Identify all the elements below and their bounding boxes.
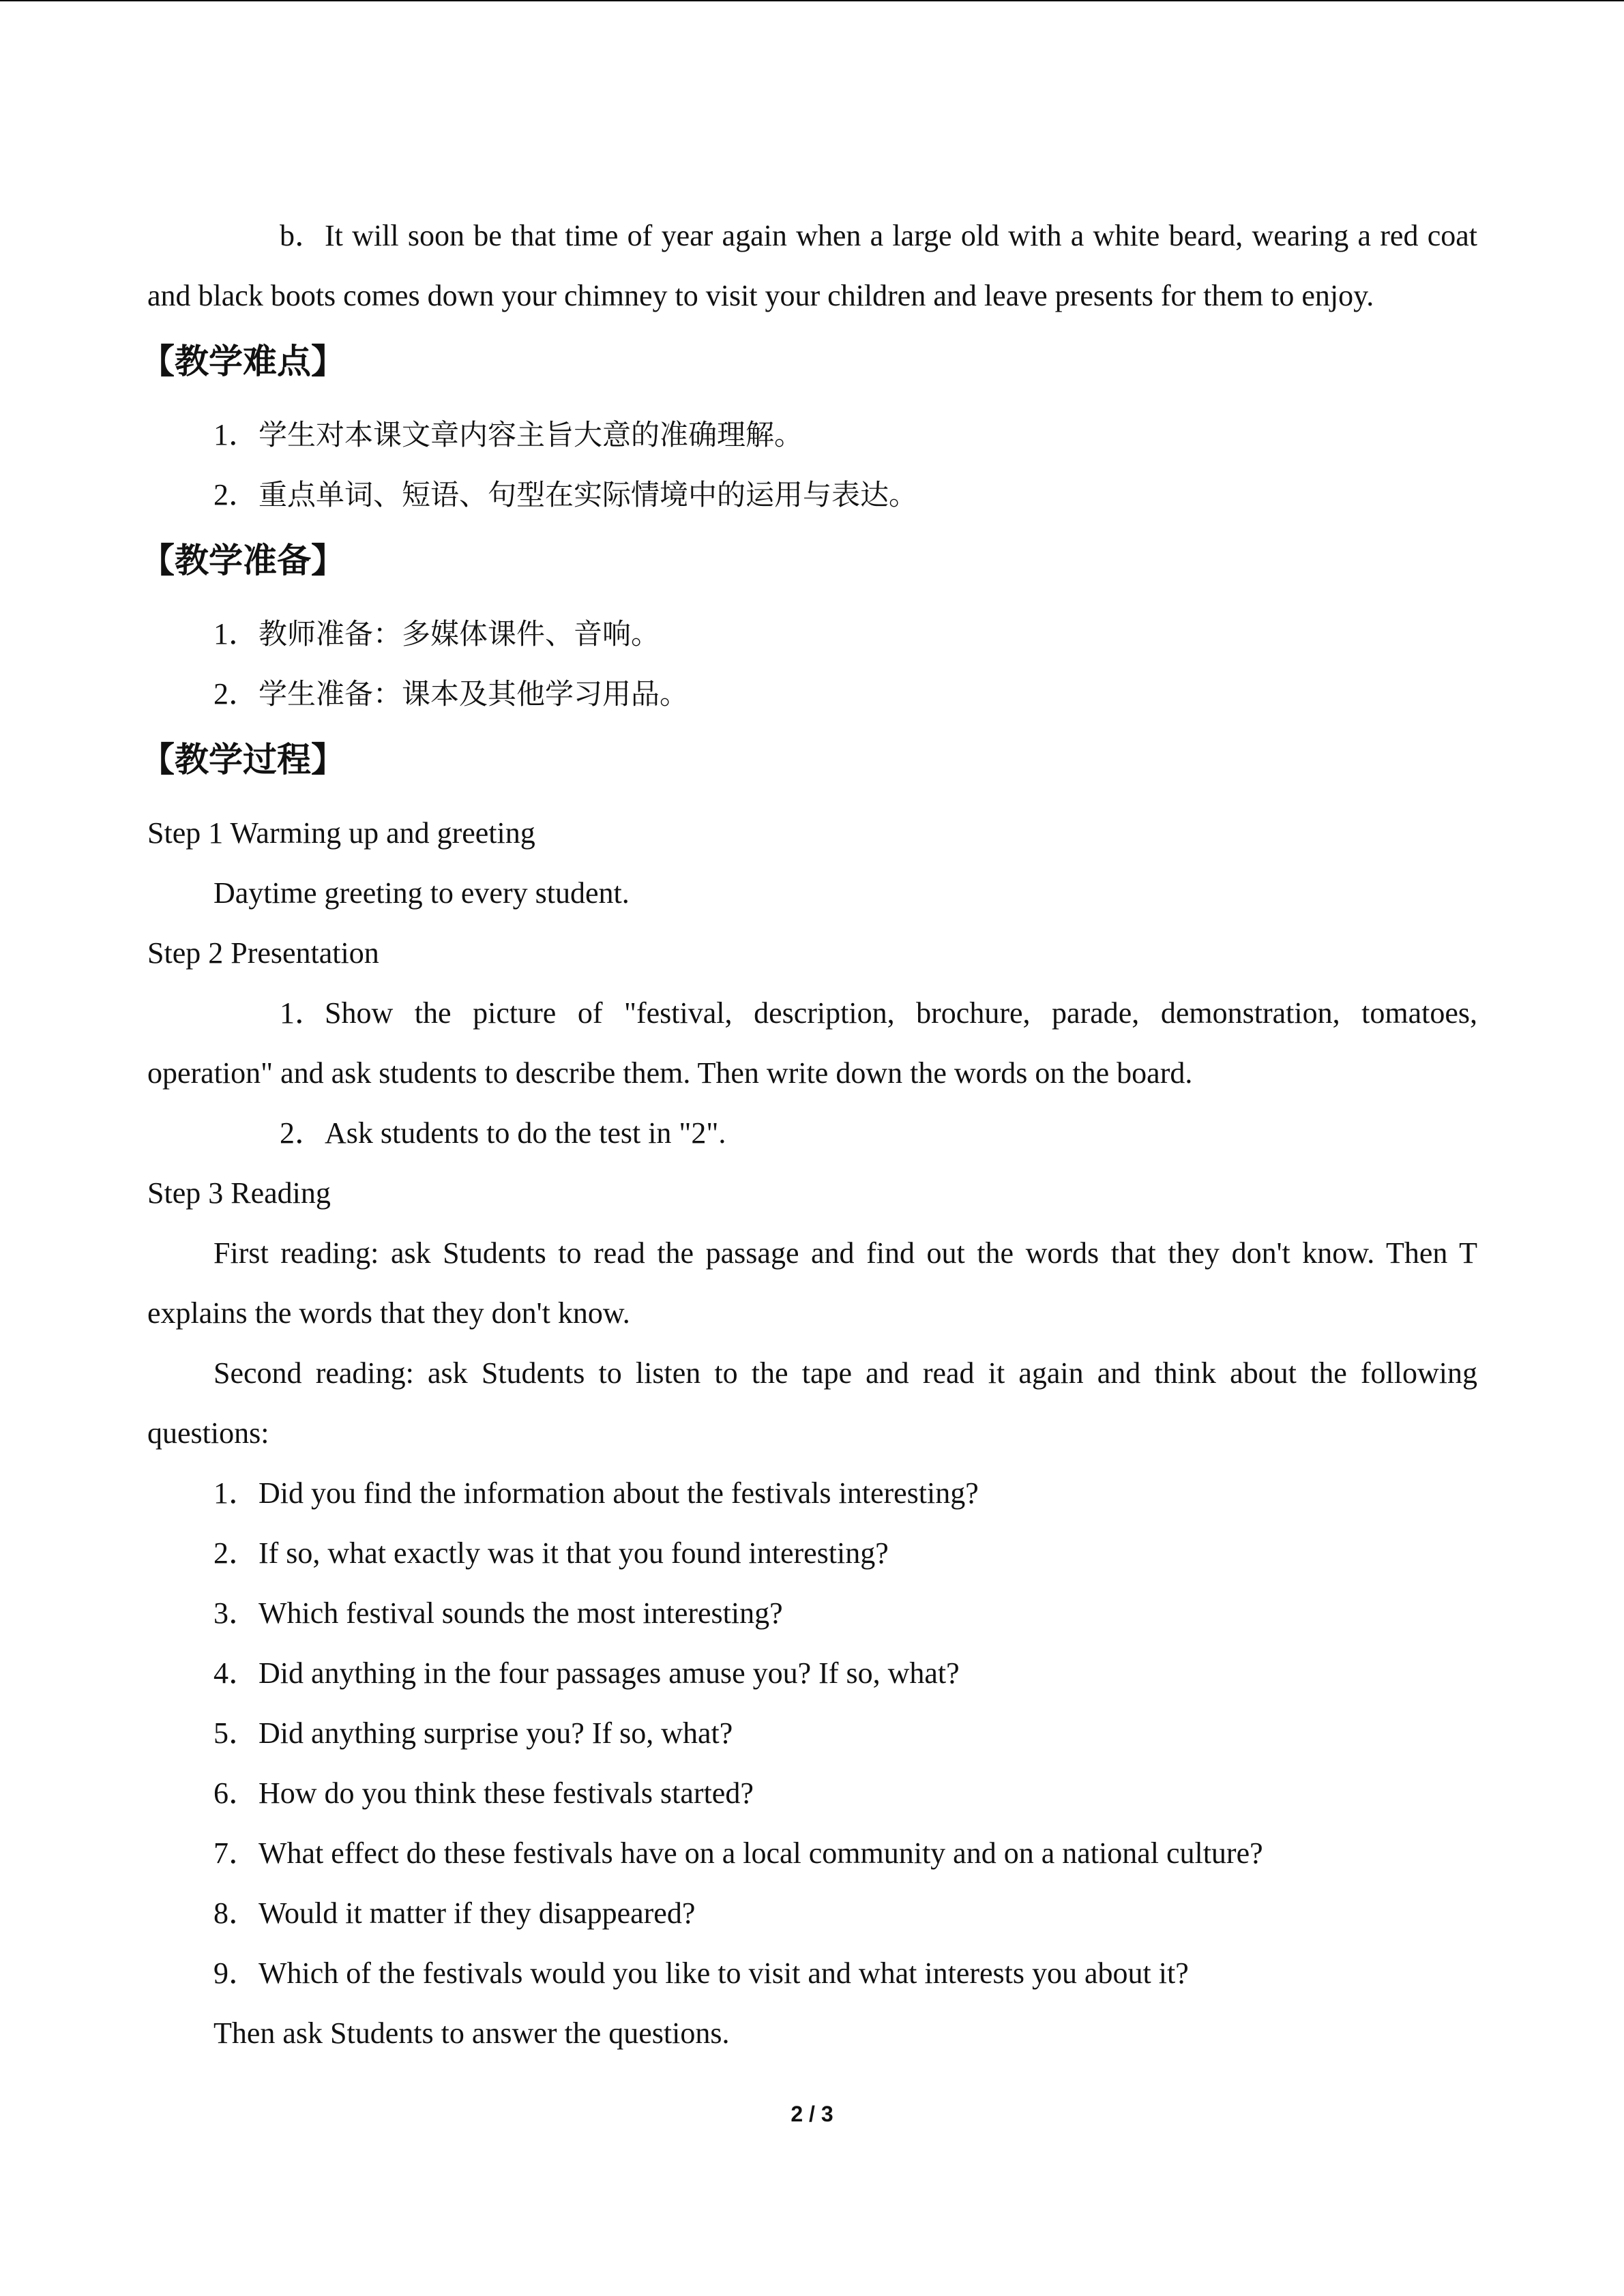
question-item (147, 1583, 1477, 1643)
section-heading-process: 【教学过程】 (141, 740, 345, 779)
question-item (147, 1463, 1477, 1523)
item-text: Would it matter if they disappeared? (259, 1896, 696, 1930)
item-number: 4． (213, 1656, 259, 1690)
closing-text: Then ask Students to answer the questions. (213, 2016, 730, 2050)
question-item (147, 1523, 1477, 1583)
list-item (147, 465, 1477, 525)
step-title: Step 2 Presentation (147, 936, 379, 970)
item-text: It will soon be that time of year again when a large old with a white beard, wearing a red coat and black boots comes down your chimney to visit your children and leave presents for them to enjoy. (147, 219, 1477, 312)
list-item (147, 664, 1477, 724)
item-text: Show the picture of "festival, description, brochure, parade, demonstration, tomatoes, operation" and ask students to describe them. Then write down the words on the board. (147, 996, 1477, 1090)
item-text: Did anything in the four passages amuse you? If so, what? (259, 1656, 960, 1690)
item-text: Did anything surprise you? If so, what? (259, 1716, 733, 1750)
item-number: 2． (213, 677, 259, 711)
section-heading-difficulties: 【教学难点】 (141, 342, 345, 381)
item-number: 1． (213, 418, 259, 451)
question-item (147, 1703, 1477, 1763)
item-text: Which of the festivals would you like to visit and what interests you about it? (259, 1956, 1189, 1990)
item-text: 学生准备：课本及其他学习用品。 (259, 677, 689, 711)
section-heading-preparation: 【教学准备】 (141, 541, 345, 580)
item-text: 重点单词、短语、句型在实际情境中的运用与表达。 (259, 478, 918, 511)
step-text: Daytime greeting to every student. (213, 876, 630, 910)
question-item (147, 1823, 1477, 1883)
item-number: 2． (213, 1536, 259, 1570)
question-item (147, 1883, 1477, 1943)
item-number: 6． (213, 1776, 259, 1810)
list-item (147, 405, 1477, 465)
second-reading: Second reading: ask Students to listen to the tape and read it again and think about the following questions: (147, 1356, 1477, 1450)
item-text: How do you think these festivals started? (259, 1776, 754, 1810)
item-text: What effect do these festivals have on a local community and on a national culture? (259, 1836, 1263, 1870)
page-content (141, 206, 1477, 2063)
item-text: Ask students to do the test in "2". (325, 1116, 726, 1150)
question-item (147, 1763, 1477, 1823)
item-text: 教师准备：多媒体课件、音响。 (259, 617, 660, 651)
item-number: 1． (280, 996, 325, 1030)
item-number: 5． (213, 1716, 259, 1750)
item-label: b． (280, 219, 325, 252)
page-number: 2 / 3 (791, 2102, 833, 2126)
intro-item-b (147, 206, 1477, 326)
item-number: 2． (213, 478, 259, 511)
step-title: Step 1 Warming up and greeting (147, 816, 535, 850)
list-item (147, 604, 1477, 664)
item-number: 1． (213, 1476, 259, 1510)
item-number: 8． (213, 1896, 259, 1930)
item-number: 7． (213, 1836, 259, 1870)
item-text: Did you find the information about the festivals interesting? (259, 1476, 979, 1510)
item-number: 1． (213, 617, 259, 651)
list-item (147, 983, 1477, 1103)
item-number: 2． (280, 1116, 325, 1150)
item-text: 学生对本课文章内容主旨大意的准确理解。 (259, 418, 803, 451)
item-text: Which festival sounds the most interesting? (259, 1596, 783, 1630)
question-item (147, 1643, 1477, 1703)
item-text: If so, what exactly was it that you found interesting? (259, 1536, 889, 1570)
first-reading: First reading: ask Students to read the passage and find out the words that they don't know. Then T explains the words that they don't know. (147, 1236, 1477, 1330)
list-item (147, 1103, 1477, 1163)
item-number: 9． (213, 1956, 259, 1990)
question-item (147, 1943, 1477, 2003)
item-number: 3． (213, 1596, 259, 1630)
step-title: Step 3 Reading (147, 1176, 331, 1210)
